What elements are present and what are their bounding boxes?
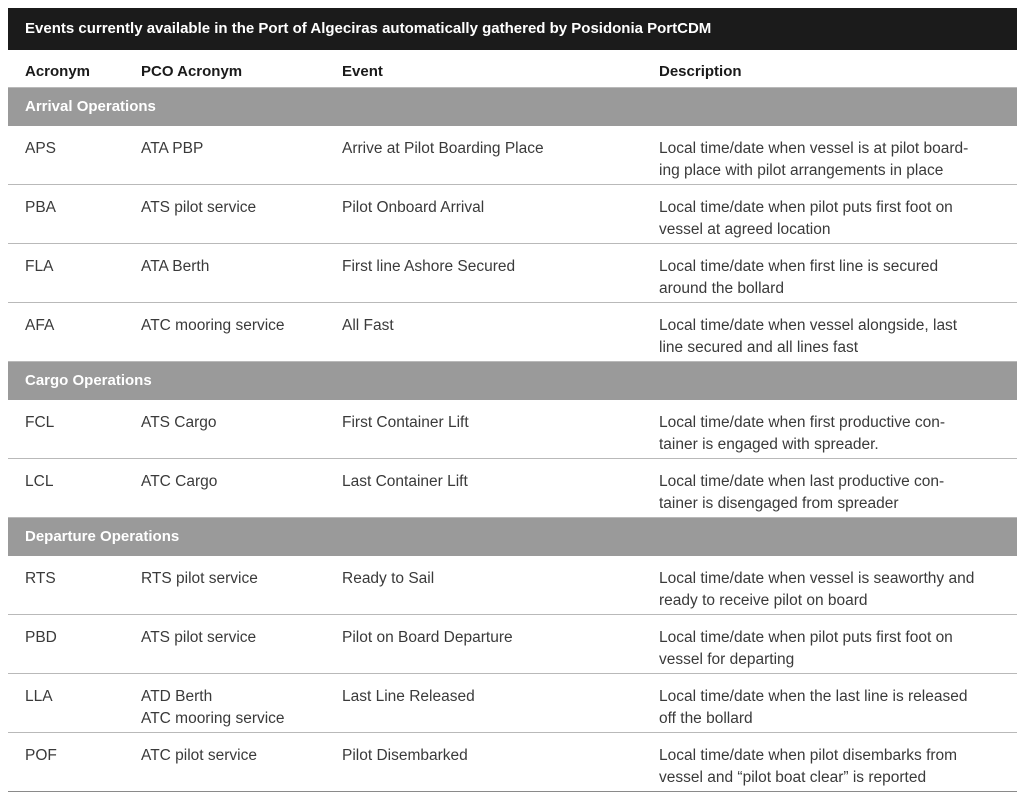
pco-acronym-line: ATD Berth bbox=[141, 688, 213, 705]
table-row bbox=[8, 400, 1017, 459]
pco-acronym-cell bbox=[141, 138, 336, 160]
acronym-cell: LCL bbox=[25, 473, 54, 490]
description-line: off the bollard bbox=[659, 710, 753, 727]
acronym-cell: FCL bbox=[25, 414, 55, 431]
description-cell bbox=[659, 256, 1009, 300]
table-row bbox=[8, 615, 1017, 674]
description-cell bbox=[659, 627, 1009, 671]
event-cell: Pilot Onboard Arrival bbox=[342, 199, 485, 216]
description-line: Local time/date when vessel is at pilot board- bbox=[659, 140, 969, 157]
description-line: Local time/date when the last line is released bbox=[659, 688, 968, 705]
pco-acronym-cell bbox=[141, 315, 336, 337]
acronym-cell: PBA bbox=[25, 199, 57, 216]
description-line: vessel for departing bbox=[659, 651, 795, 668]
event-cell: Last Container Lift bbox=[342, 473, 468, 490]
pco-acronym-line: ATS pilot service bbox=[141, 199, 257, 216]
description-cell bbox=[659, 568, 1009, 612]
table-row bbox=[8, 459, 1017, 518]
pco-acronym-cell bbox=[141, 627, 336, 649]
event-cell: First Container Lift bbox=[342, 414, 469, 431]
table-row bbox=[8, 303, 1017, 362]
description-line: Local time/date when first line is secured bbox=[659, 258, 939, 275]
event-cell: First line Ashore Secured bbox=[342, 258, 516, 275]
header-row bbox=[8, 50, 1017, 88]
table-row bbox=[8, 556, 1017, 615]
description-line: tainer is disengaged from spreader bbox=[659, 495, 899, 512]
pco-acronym-line: ATC mooring service bbox=[141, 710, 285, 727]
pco-acronym-line: ATS Cargo bbox=[141, 414, 217, 431]
table-row bbox=[8, 185, 1017, 244]
event-cell: Pilot on Board Departure bbox=[342, 629, 513, 646]
table-row bbox=[8, 244, 1017, 303]
section-header: Departure Operations bbox=[8, 518, 1017, 556]
acronym-cell: AFA bbox=[25, 317, 55, 334]
acronym-cell: POF bbox=[25, 747, 57, 764]
description-line: around the bollard bbox=[659, 280, 784, 297]
pco-acronym-line: RTS pilot service bbox=[141, 570, 258, 587]
pco-acronym-line: ATA PBP bbox=[141, 140, 204, 157]
description-line: Local time/date when last productive con- bbox=[659, 473, 945, 490]
description-cell bbox=[659, 412, 1009, 456]
pco-acronym-cell bbox=[141, 256, 336, 278]
description-line: Local time/date when vessel alongside, last bbox=[659, 317, 958, 334]
pco-acronym-cell bbox=[141, 197, 336, 219]
event-cell: Last Line Released bbox=[342, 688, 475, 705]
description-cell bbox=[659, 745, 1009, 789]
header-acronym: Acronym bbox=[25, 63, 91, 80]
section-header: Cargo Operations bbox=[8, 362, 1017, 400]
description-line: Local time/date when pilot disembarks from bbox=[659, 747, 958, 764]
description-cell bbox=[659, 315, 1009, 359]
pco-acronym-line: ATC pilot service bbox=[141, 747, 257, 764]
pco-acronym-line: ATC Cargo bbox=[141, 473, 218, 490]
event-cell: All Fast bbox=[342, 317, 394, 334]
acronym-cell: LLA bbox=[25, 688, 53, 705]
description-line: Local time/date when first productive con- bbox=[659, 414, 946, 431]
pco-acronym-cell bbox=[141, 412, 336, 434]
table-row bbox=[8, 674, 1017, 733]
header-event: Event bbox=[342, 63, 383, 80]
pco-acronym-cell bbox=[141, 471, 336, 493]
description-line: Local time/date when vessel is seaworthy and bbox=[659, 570, 975, 587]
pco-acronym-cell bbox=[141, 686, 336, 730]
description-line: Local time/date when pilot puts first foot on bbox=[659, 629, 953, 646]
acronym-cell: FLA bbox=[25, 258, 54, 275]
pco-acronym-line: ATC mooring service bbox=[141, 317, 285, 334]
description-cell bbox=[659, 138, 1009, 182]
description-line: Local time/date when pilot puts first foot on bbox=[659, 199, 953, 216]
event-cell: Ready to Sail bbox=[342, 570, 435, 587]
description-line: vessel and “pilot boat clear” is reported bbox=[659, 769, 927, 786]
event-cell: Arrive at Pilot Boarding Place bbox=[342, 140, 544, 157]
description-line: tainer is engaged with spreader. bbox=[659, 436, 879, 453]
description-line: ready to receive pilot on board bbox=[659, 592, 868, 609]
pco-acronym-cell bbox=[141, 745, 336, 767]
event-cell: Pilot Disembarked bbox=[342, 747, 468, 764]
table-body bbox=[8, 88, 1017, 792]
header-description: Description bbox=[659, 63, 742, 80]
acronym-cell: PBD bbox=[25, 629, 57, 646]
table-title: Events currently available in the Port of Algeciras automatically gathered by Posidonia PortCDM bbox=[8, 8, 1017, 50]
pco-acronym-line: ATS pilot service bbox=[141, 629, 257, 646]
description-line: ing place with pilot arrangements in place bbox=[659, 162, 944, 179]
description-cell bbox=[659, 471, 1009, 515]
pco-acronym-line: ATA Berth bbox=[141, 258, 210, 275]
section-header: Arrival Operations bbox=[8, 88, 1017, 126]
events-table bbox=[8, 8, 1017, 792]
pco-acronym-cell bbox=[141, 568, 336, 590]
acronym-cell: APS bbox=[25, 140, 57, 157]
acronym-cell: RTS bbox=[25, 570, 56, 587]
description-line: vessel at agreed location bbox=[659, 221, 831, 238]
header-pco-acronym: PCO Acronym bbox=[141, 63, 243, 80]
description-cell bbox=[659, 686, 1009, 730]
table-row bbox=[8, 126, 1017, 185]
table-row bbox=[8, 733, 1017, 792]
description-line: line secured and all lines fast bbox=[659, 339, 859, 356]
description-cell bbox=[659, 197, 1009, 241]
